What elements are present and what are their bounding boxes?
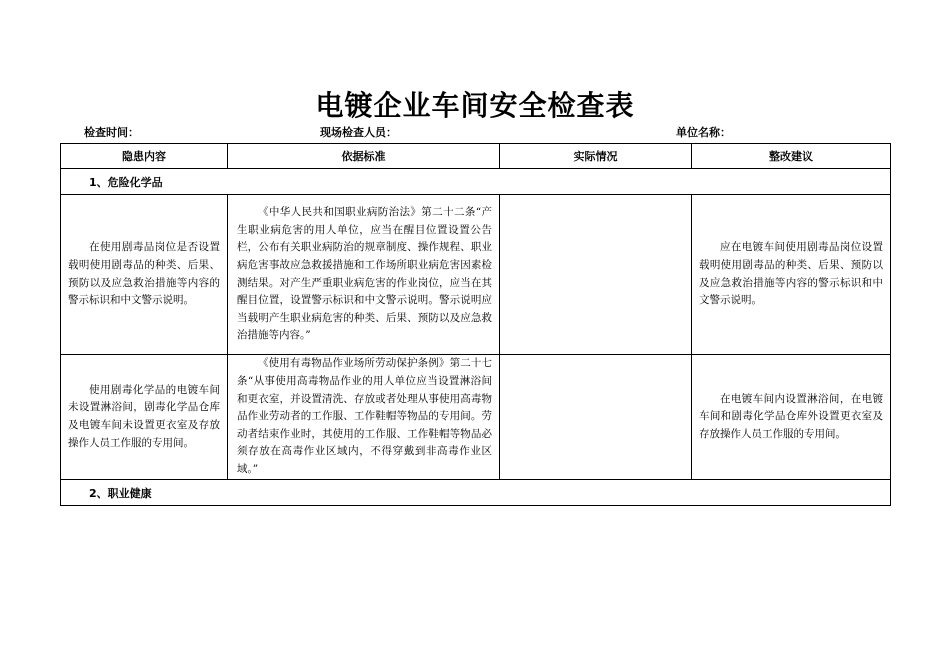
hazard-cell: 在使用剧毒品岗位是否设置载明使用剧毒品的种类、后果、预防以及应急救治措施等内容的警示标识和中文警示说明。 [61,195,228,355]
inspection-time-label: 检查时间： [84,126,139,139]
basis-cell: 《使用有毒物品作业场所劳动保护条例》第二十七条“从事使用高毒物品作业的用人单位应当设置淋浴间和更衣室，并设置清洗、存放或者处理从事使用高毒物品作业劳动者的工作服、工作鞋帽等物品的专用间。劳动者结束作业时，其使用的工作服、工作鞋帽等物品必须存放在高毒作业区域内，不得穿戴到非高毒作业区域。” [228,355,500,480]
table-header-row [61,144,891,169]
suggestion-cell: 应在电镀车间使用剧毒品岗位设置载明使用剧毒品的种类、后果、预防以及应急救治措施等内容的警示标识和中文警示说明。 [692,195,891,355]
inspection-table [60,143,891,506]
header-hazard: 隐患内容 [61,144,228,169]
basis-cell: 《中华人民共和国职业病防治法》第二十二条“产生职业病危害的用人单位，应当在醒目位置设置公告栏，公布有关职业病防治的规章制度、操作规程、职业病危害事故应急救援措施和工作场所职业病危害因素检测结果。对产生严重职业病危害的作业岗位，应当在其醒目位置，设置警示标识和中文警示说明。警示说明应当载明产生职业病危害的种类、后果、预防以及应急救治措施等内容。” [228,195,500,355]
section-title-hazardous-chemicals: 1、危险化学品 [61,169,891,195]
unit-name-label: 单位名称： [676,126,731,139]
document-title: 电镀企业车间安全检查表 [315,89,635,122]
actual-cell[interactable] [500,195,692,355]
hazard-cell: 使用剧毒化学品的电镀车间未设置淋浴间，剧毒化学品仓库及电镀车间未设置更衣室及存放操作人员工作服的专用间。 [61,355,228,480]
suggestion-cell: 在电镀车间内设置淋浴间，在电镀车间和剧毒化学品仓库外设置更衣室及存放操作人员工作服的专用间。 [692,355,891,480]
header-suggestion: 整改建议 [692,144,891,169]
section-row [61,480,891,506]
table-row [61,195,891,355]
inspector-label: 现场检查人员： [320,126,397,139]
actual-cell[interactable] [500,355,692,480]
table-row [61,355,891,480]
header-basis: 依据标准 [228,144,500,169]
section-row [61,169,891,195]
section-title-occupational-health: 2、职业健康 [61,480,891,506]
header-actual: 实际情况 [500,144,692,169]
